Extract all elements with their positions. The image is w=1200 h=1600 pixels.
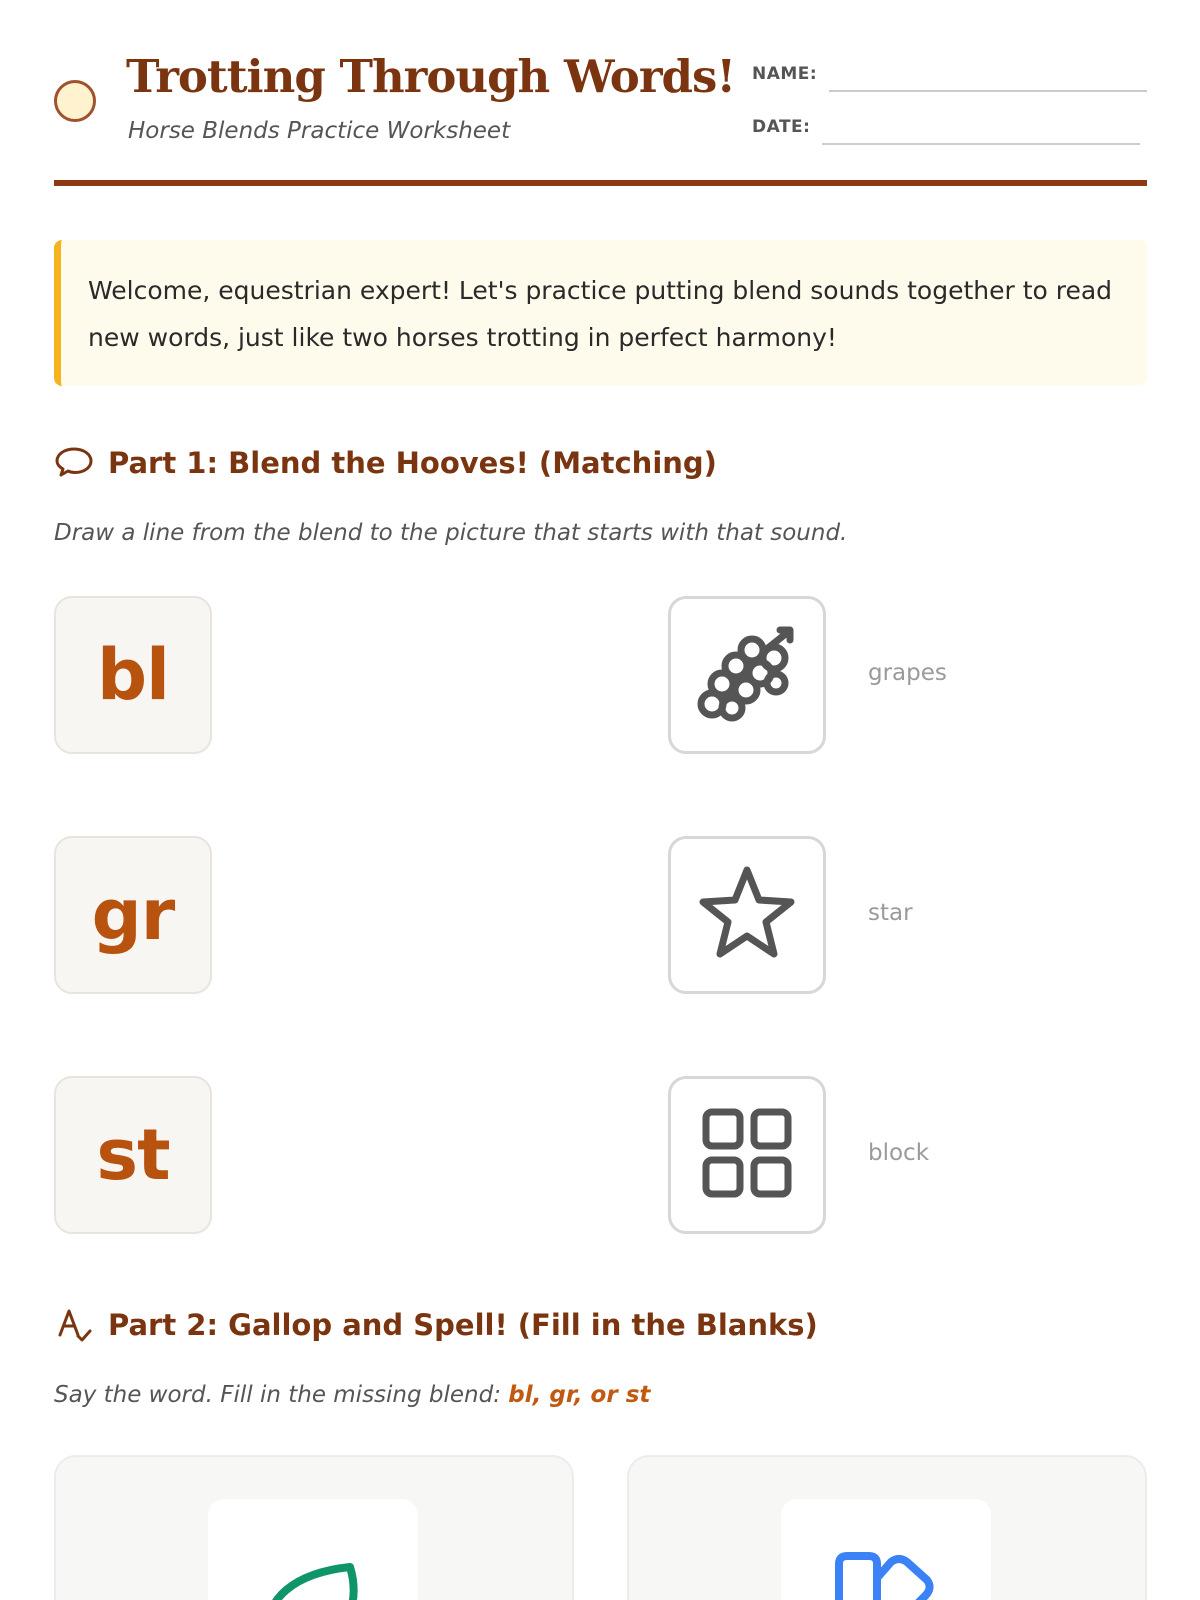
- picture-tile-block[interactable]: [668, 1076, 826, 1234]
- stool-icon: [829, 1544, 949, 1600]
- part2-heading-text: Part 2: Gallop and Spell! (Fill in the Blanks): [108, 1308, 818, 1342]
- sun-circle-icon: [54, 80, 96, 122]
- part2-heading: [54, 1305, 818, 1345]
- block-icon: [692, 1098, 802, 1212]
- part2-instructions: [54, 1382, 650, 1408]
- part2-instructions-text: Say the word. Fill in the missing blend:: [54, 1382, 509, 1408]
- speech-bubble-icon: [54, 443, 94, 483]
- blend-tile-st[interactable]: [54, 1076, 212, 1234]
- part1-heading: [54, 443, 717, 483]
- fill-picture-frame: [781, 1499, 991, 1600]
- fill-card-1: [54, 1455, 574, 1600]
- blend-label: st: [96, 1114, 170, 1196]
- spell-check-icon: [54, 1305, 94, 1345]
- fill-card-2: [627, 1455, 1147, 1600]
- name-label: NAME:: [752, 64, 818, 84]
- header-divider: [54, 180, 1147, 186]
- grapes-icon: [692, 618, 802, 732]
- part2-blend-options: bl, gr, or st: [508, 1382, 651, 1408]
- blend-label: bl: [96, 634, 170, 716]
- blend-tile-gr[interactable]: [54, 836, 212, 994]
- star-icon: [692, 858, 802, 972]
- leaf-icon: [254, 1539, 374, 1600]
- picture-word: grapes: [868, 660, 947, 686]
- fill-picture-frame: [208, 1499, 418, 1600]
- date-field[interactable]: [822, 143, 1140, 145]
- blend-tile-bl[interactable]: [54, 596, 212, 754]
- page-subtitle: Horse Blends Practice Worksheet: [128, 118, 511, 144]
- picture-tile-grapes[interactable]: [668, 596, 826, 754]
- picture-tile-star[interactable]: [668, 836, 826, 994]
- picture-word: star: [868, 900, 913, 926]
- intro-callout: [54, 240, 1147, 386]
- page-title: Trotting Through Words!: [126, 50, 736, 103]
- name-field[interactable]: [829, 90, 1147, 92]
- intro-text: Welcome, equestrian expert! Let's practice putting blend sounds together to read new words, just like two horses trotting in perfect harmony!: [88, 276, 1113, 352]
- blend-label: gr: [91, 874, 175, 956]
- worksheet-header: [54, 40, 1147, 186]
- picture-word: block: [868, 1140, 930, 1166]
- part1-instructions: Draw a line from the blend to the picture that starts with that sound.: [54, 520, 848, 546]
- date-label: DATE:: [752, 117, 811, 137]
- part1-heading-text: Part 1: Blend the Hooves! (Matching): [108, 446, 717, 480]
